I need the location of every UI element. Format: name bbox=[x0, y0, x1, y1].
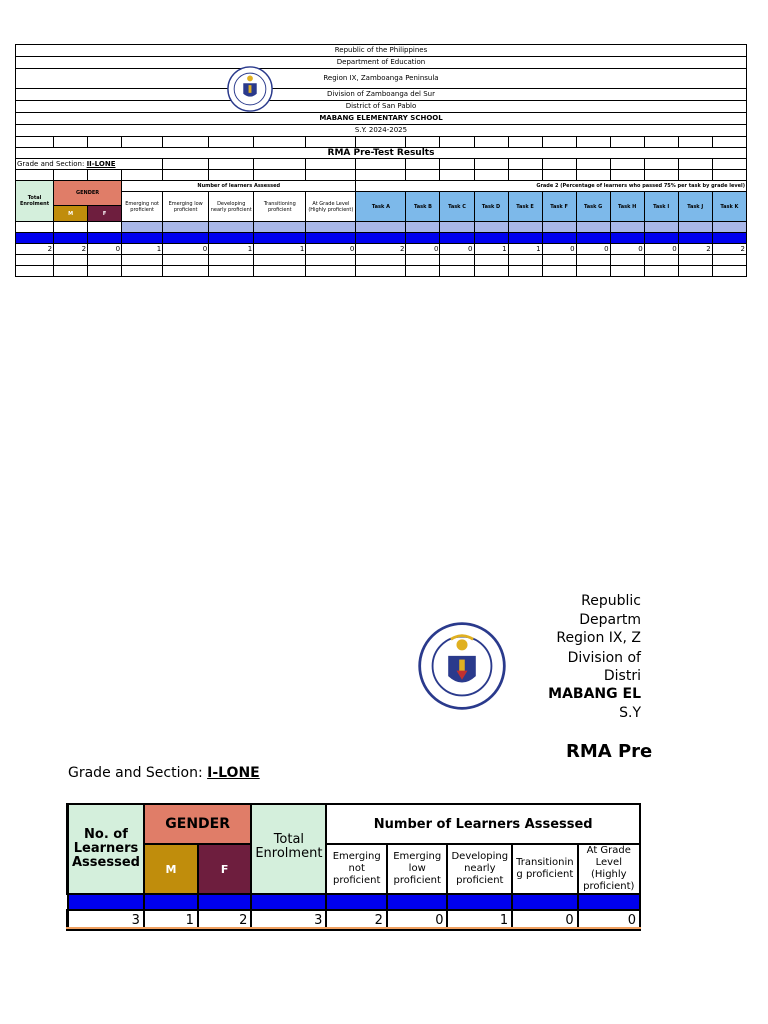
header-republic: Republic of the Philippines bbox=[15, 44, 747, 56]
zoom-blue-separator-row bbox=[68, 894, 641, 910]
blue-separator-row bbox=[16, 233, 747, 244]
zoom-header-division: Division of bbox=[567, 650, 641, 666]
learners-assessed-header: Number of learners Assessed bbox=[122, 181, 356, 192]
value-cell: 1 bbox=[508, 244, 542, 255]
value-cell: 0 bbox=[88, 244, 122, 255]
zoom-value-cell: 3 bbox=[251, 910, 326, 930]
zoom-learners-assessed-header: Number of Learners Assessed bbox=[326, 804, 640, 844]
header-department: Department of Education bbox=[15, 56, 747, 68]
zoom-header-republic: Republic bbox=[581, 593, 641, 609]
zoom-level-transitioning: Transitionin g proficient bbox=[512, 844, 577, 894]
zoom-header-district: Distri bbox=[603, 668, 641, 684]
deped-seal-logo bbox=[223, 65, 277, 113]
grade2-percentage-header: Grade 2 (Percentage of learners who passed 75% per task by grade level) bbox=[356, 181, 747, 192]
value-cell: 1 bbox=[209, 244, 254, 255]
value-cell: 2 bbox=[16, 244, 54, 255]
zoom-gender-m: M bbox=[144, 844, 198, 894]
value-cell: 0 bbox=[306, 244, 356, 255]
task-c-header: Task C bbox=[440, 192, 474, 222]
grade-section-label: Grade and Section: bbox=[17, 160, 85, 168]
zoom-grade-label: Grade and Section: bbox=[68, 765, 203, 781]
zoom-header-school-year: S.Y bbox=[619, 705, 641, 721]
zoom-value-cell: 0 bbox=[387, 910, 448, 930]
zoom-header-school: MABANG EL bbox=[548, 686, 641, 702]
zoom-header-region: Region IX, Z bbox=[556, 630, 641, 646]
value-cell: 2 bbox=[712, 244, 746, 255]
zoom-gender-header: GENDER bbox=[144, 804, 251, 844]
task-a-header: Task A bbox=[356, 192, 406, 222]
header-region: Region IX, Zamboanga Peninsula bbox=[15, 68, 747, 88]
grade-section bbox=[16, 159, 163, 170]
zoom-level-emerging-not: Emerging not proficient bbox=[326, 844, 387, 894]
report-title: RMA Pre-Test Results bbox=[16, 148, 747, 159]
top-results-table bbox=[15, 136, 747, 277]
zoom-report-title: RMA Pre bbox=[566, 741, 653, 762]
task-k-header: Task K bbox=[712, 192, 746, 222]
zoom-grade-section bbox=[68, 765, 260, 781]
zoom-gender-f: F bbox=[198, 844, 251, 894]
task-f-header: Task F bbox=[542, 192, 576, 222]
gender-f-header: F bbox=[88, 206, 122, 222]
orange-bottom-border bbox=[66, 927, 641, 929]
zoom-value-cell: 2 bbox=[198, 910, 251, 930]
header-division: Division of Zamboanga del Sur bbox=[15, 88, 747, 100]
zoom-value-cell: 2 bbox=[326, 910, 387, 930]
task-j-header: Task J bbox=[678, 192, 712, 222]
value-cell: 0 bbox=[644, 244, 678, 255]
level-transitioning: Transitioning proficient bbox=[254, 192, 306, 222]
value-cell: 1 bbox=[254, 244, 306, 255]
task-e-header: Task E bbox=[508, 192, 542, 222]
zoom-level-developing: Developing nearly proficient bbox=[447, 844, 512, 894]
zoom-grade-value: I-LONE bbox=[207, 765, 260, 781]
value-cell: 0 bbox=[610, 244, 644, 255]
gender-m-header: M bbox=[54, 206, 88, 222]
task-g-header: Task G bbox=[576, 192, 610, 222]
value-cell: 0 bbox=[576, 244, 610, 255]
no-learners-header: No. of Learners Assessed bbox=[68, 804, 144, 894]
level-developing: Developing nearly proficient bbox=[209, 192, 254, 222]
zoom-level-emerging-low: Emerging low proficient bbox=[387, 844, 448, 894]
level-emerging-not: Emerging not proficient bbox=[122, 192, 163, 222]
value-cell: 0 bbox=[440, 244, 474, 255]
value-cell: 2 bbox=[54, 244, 88, 255]
zoom-total-enrolment-header: Total Enrolment bbox=[251, 804, 326, 894]
grade-section-value: II-LONE bbox=[86, 160, 116, 168]
task-d-header: Task D bbox=[474, 192, 508, 222]
gender-header: GENDER bbox=[54, 181, 122, 206]
zoom-value-cell: 0 bbox=[578, 910, 640, 930]
top-values-row bbox=[16, 244, 747, 255]
header-district: District of San Pablo bbox=[15, 100, 747, 112]
header-school-year: S.Y. 2024-2025 bbox=[15, 124, 747, 136]
zoom-value-cell: 3 bbox=[68, 910, 144, 930]
value-cell: 2 bbox=[678, 244, 712, 255]
total-enrolment-header: Total Enrolment bbox=[16, 181, 54, 222]
value-cell: 2 bbox=[356, 244, 406, 255]
value-cell: 0 bbox=[542, 244, 576, 255]
zoom-level-at-grade: At Grade Level (Highly proficient) bbox=[578, 844, 640, 894]
zoom-value-cell: 0 bbox=[512, 910, 577, 930]
level-emerging-low: Emerging low proficient bbox=[163, 192, 209, 222]
zoom-value-cell: 1 bbox=[447, 910, 512, 930]
task-i-header: Task I bbox=[644, 192, 678, 222]
header-school: MABANG ELEMENTARY SCHOOL bbox=[15, 112, 747, 124]
deped-seal-logo-large bbox=[416, 615, 508, 717]
task-h-header: Task H bbox=[610, 192, 644, 222]
value-cell: 0 bbox=[163, 244, 209, 255]
level-at-grade: At Grade Level (Highly proficient) bbox=[306, 192, 356, 222]
zoom-header-department: Departm bbox=[579, 612, 641, 628]
value-cell: 1 bbox=[122, 244, 163, 255]
top-results-sheet bbox=[15, 44, 747, 277]
bottom-zoomed-sheet bbox=[66, 585, 653, 935]
task-b-header: Task B bbox=[406, 192, 440, 222]
zoom-value-cell: 1 bbox=[144, 910, 198, 930]
value-cell: 1 bbox=[474, 244, 508, 255]
zoom-results-table bbox=[66, 803, 641, 931]
value-cell: 0 bbox=[406, 244, 440, 255]
